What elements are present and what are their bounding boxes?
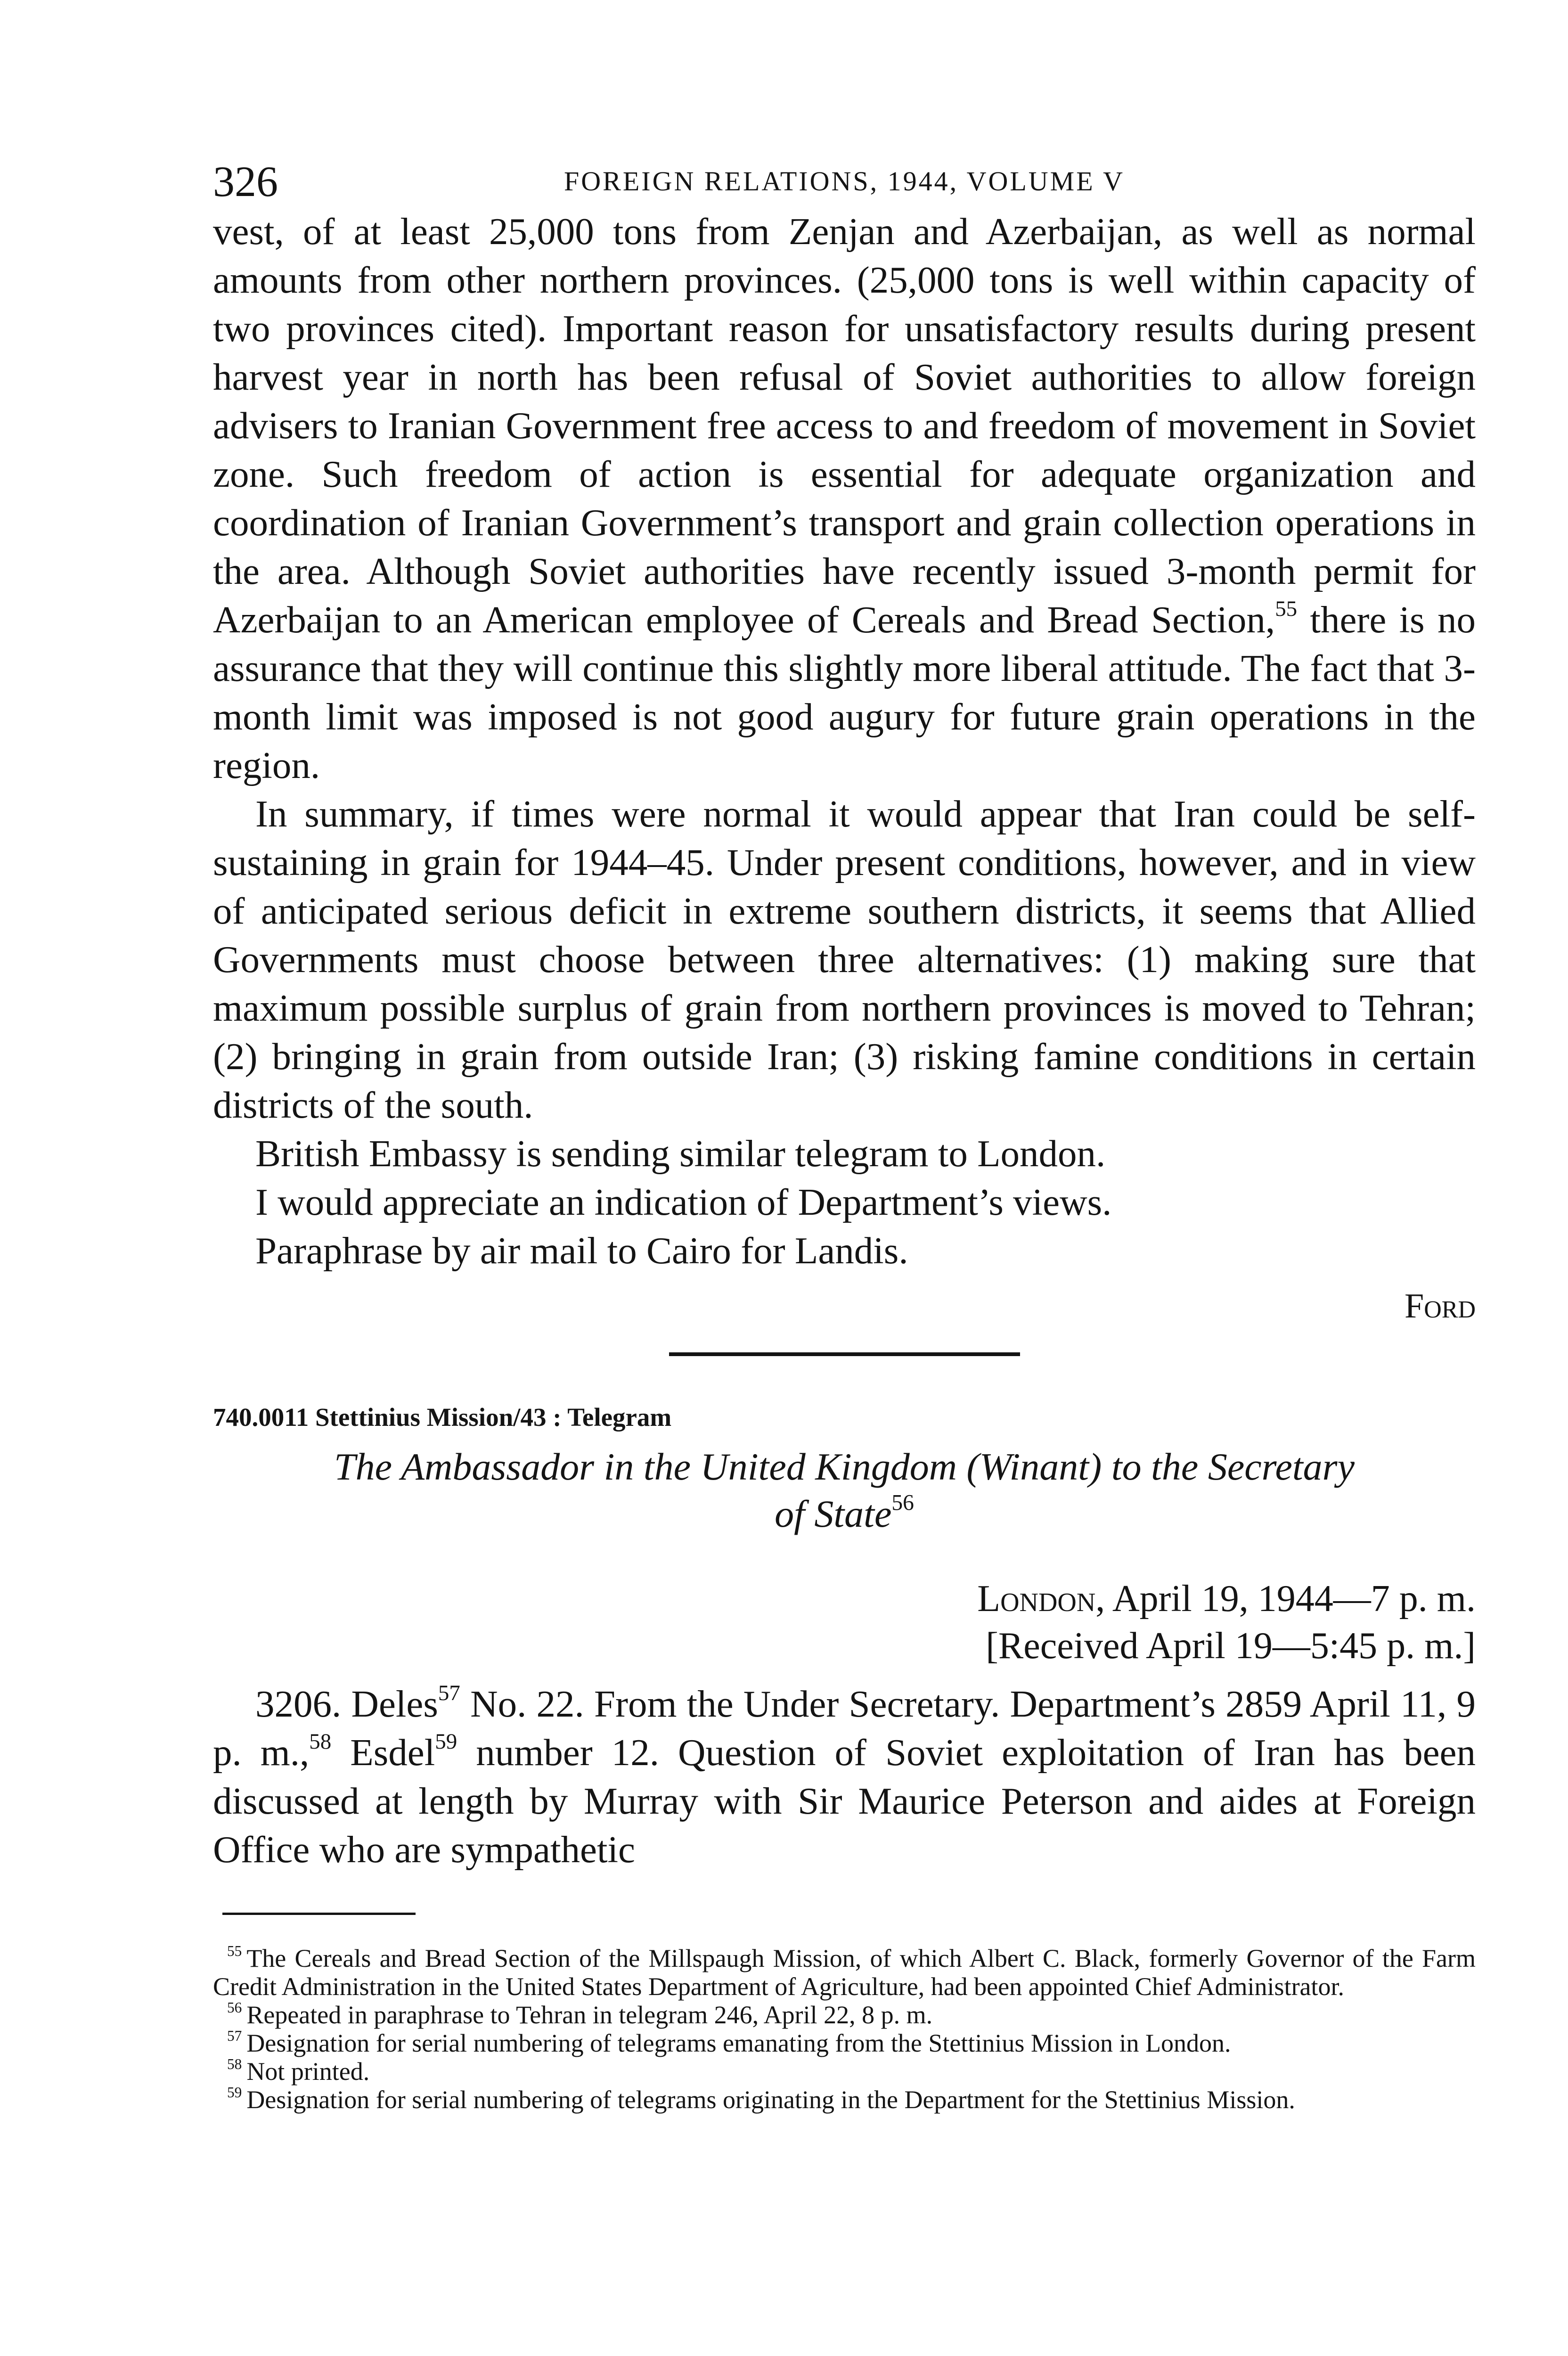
footnote-text: Designation for serial numbering of telegrams emanating from the Stettinius Mission in London. bbox=[246, 2029, 1231, 2057]
continued-telegram bbox=[213, 207, 1476, 1275]
dateline-sent: April 19, 1944—7 p. m. bbox=[1105, 1578, 1476, 1620]
document-page bbox=[213, 155, 1476, 2114]
paragraph-1-main-text: vest, of at least 25,000 tons from Zenjan and Azerbaijan, as well as normal amounts from other northern provinces. (25,000 tons is well within capacity of two provinces cited). Important reason for unsatisfactory results during present harvest year in north has been refusal of Soviet authorities to allow foreign advisers to Iranian Government free access to and freedom of movement in Soviet zone. Such freedom of action is essential for adequate organization and coordination of Iranian Government’s transport and grain collection operations in the area. Although Soviet authorities have recently issued 3-month permit for Azerbaijan to an American employee of Cereals and Bread Section, bbox=[213, 210, 1476, 641]
footnote-reference-59: 59 bbox=[435, 1729, 457, 1754]
second-telegram bbox=[213, 1401, 1476, 1874]
title-line-2: of State bbox=[775, 1492, 892, 1535]
footnote-58 bbox=[213, 2057, 1476, 2086]
page-header bbox=[213, 155, 1476, 207]
title-line-1: The Ambassador in the United Kingdom (Winant) to the Secretary bbox=[334, 1445, 1355, 1488]
footnote-number: 55 bbox=[227, 1942, 242, 1959]
telegram-text-part-2: No. 22. From the Under Secretary. Department’s 2859 April 11, 9 p. m., bbox=[213, 1683, 1476, 1774]
footnote-reference-55: 55 bbox=[1275, 596, 1298, 621]
telegram-text-part-1: 3206. Deles bbox=[255, 1683, 438, 1725]
page-number: 326 bbox=[213, 157, 278, 205]
footnote-number: 59 bbox=[227, 2084, 242, 2101]
body-paragraph-1 bbox=[213, 207, 1476, 790]
footnote-59 bbox=[213, 2086, 1476, 2114]
footnote-text: Not printed. bbox=[246, 2057, 370, 2086]
footnote-reference-56: 56 bbox=[891, 1490, 914, 1515]
body-paragraph-5: Paraphrase by air mail to Cairo for Landis. bbox=[255, 1229, 908, 1272]
footnotes bbox=[213, 1944, 1476, 2114]
section-divider bbox=[669, 1352, 1020, 1356]
footnote-text: Repeated in paraphrase to Tehran in telegram 246, April 22, 8 p. m. bbox=[246, 2001, 933, 2029]
footnote-text: The Cereals and Bread Section of the Millspaugh Mission, of which Albert C. Black, formerly Governor of the Farm Credit Administration in the United States Department of Agriculture, had been appointed Chief Administrator. bbox=[213, 1944, 1476, 2001]
dateline bbox=[213, 1575, 1476, 1669]
footnote-number: 57 bbox=[227, 2027, 242, 2044]
footnote-57 bbox=[213, 2029, 1476, 2057]
signature-ford: Ford bbox=[1405, 1287, 1476, 1325]
telegram-text-part-3: Esdel bbox=[331, 1731, 435, 1774]
footnote-text: Designation for serial numbering of telegrams originating in the Department for the Stettinius Mission. bbox=[246, 2086, 1295, 2114]
running-head: FOREIGN RELATIONS, 1944, VOLUME V bbox=[564, 166, 1125, 196]
footnote-number: 56 bbox=[227, 1999, 242, 2016]
file-reference: 740.0011 Stettinius Mission/43 : Telegram bbox=[213, 1403, 672, 1432]
footnote-number: 58 bbox=[227, 2055, 242, 2072]
body-paragraph-4: I would appreciate an indication of Department’s views. bbox=[255, 1181, 1112, 1223]
footnote-reference-58: 58 bbox=[309, 1729, 332, 1754]
paragraph-1-tail-text: there is no assurance that they will continue this slightly more liberal attitude. The fact that 3-month limit was imposed is not good augury for future grain operations in the region. bbox=[213, 598, 1476, 786]
footnote-55 bbox=[213, 1944, 1476, 2001]
footnote-divider bbox=[222, 1913, 416, 1915]
body-paragraph-2: In summary, if times were normal it would appear that Iran could be self-sustaining in grain for 1944–45. Under present conditions, however, and in view of anticipated serious deficit in extreme southern districts, it seems that Allied Governments must choose between three alternatives: (1) making sure that maximum possible surplus of grain from northern provinces is moved to Tehran; (2) bringing in grain from outside Iran; (3) risking famine conditions in certain districts of the south. bbox=[213, 793, 1476, 1126]
dateline-received: [Received April 19—5:45 p. m.] bbox=[986, 1625, 1476, 1667]
footnote-56 bbox=[213, 2001, 1476, 2029]
telegram-text-part-4: number 12. Question of Soviet exploitation of Iran has been discussed at length by Murray with Sir Maurice Peterson and aides at Foreign Office who are sympathetic bbox=[213, 1731, 1476, 1871]
document-title bbox=[213, 1443, 1476, 1538]
second-telegram-paragraph bbox=[213, 1680, 1476, 1874]
footnote-reference-57: 57 bbox=[438, 1680, 460, 1705]
body-paragraph-3: British Embassy is sending similar telegram to London. bbox=[255, 1132, 1106, 1175]
dateline-place: London, bbox=[977, 1578, 1105, 1620]
